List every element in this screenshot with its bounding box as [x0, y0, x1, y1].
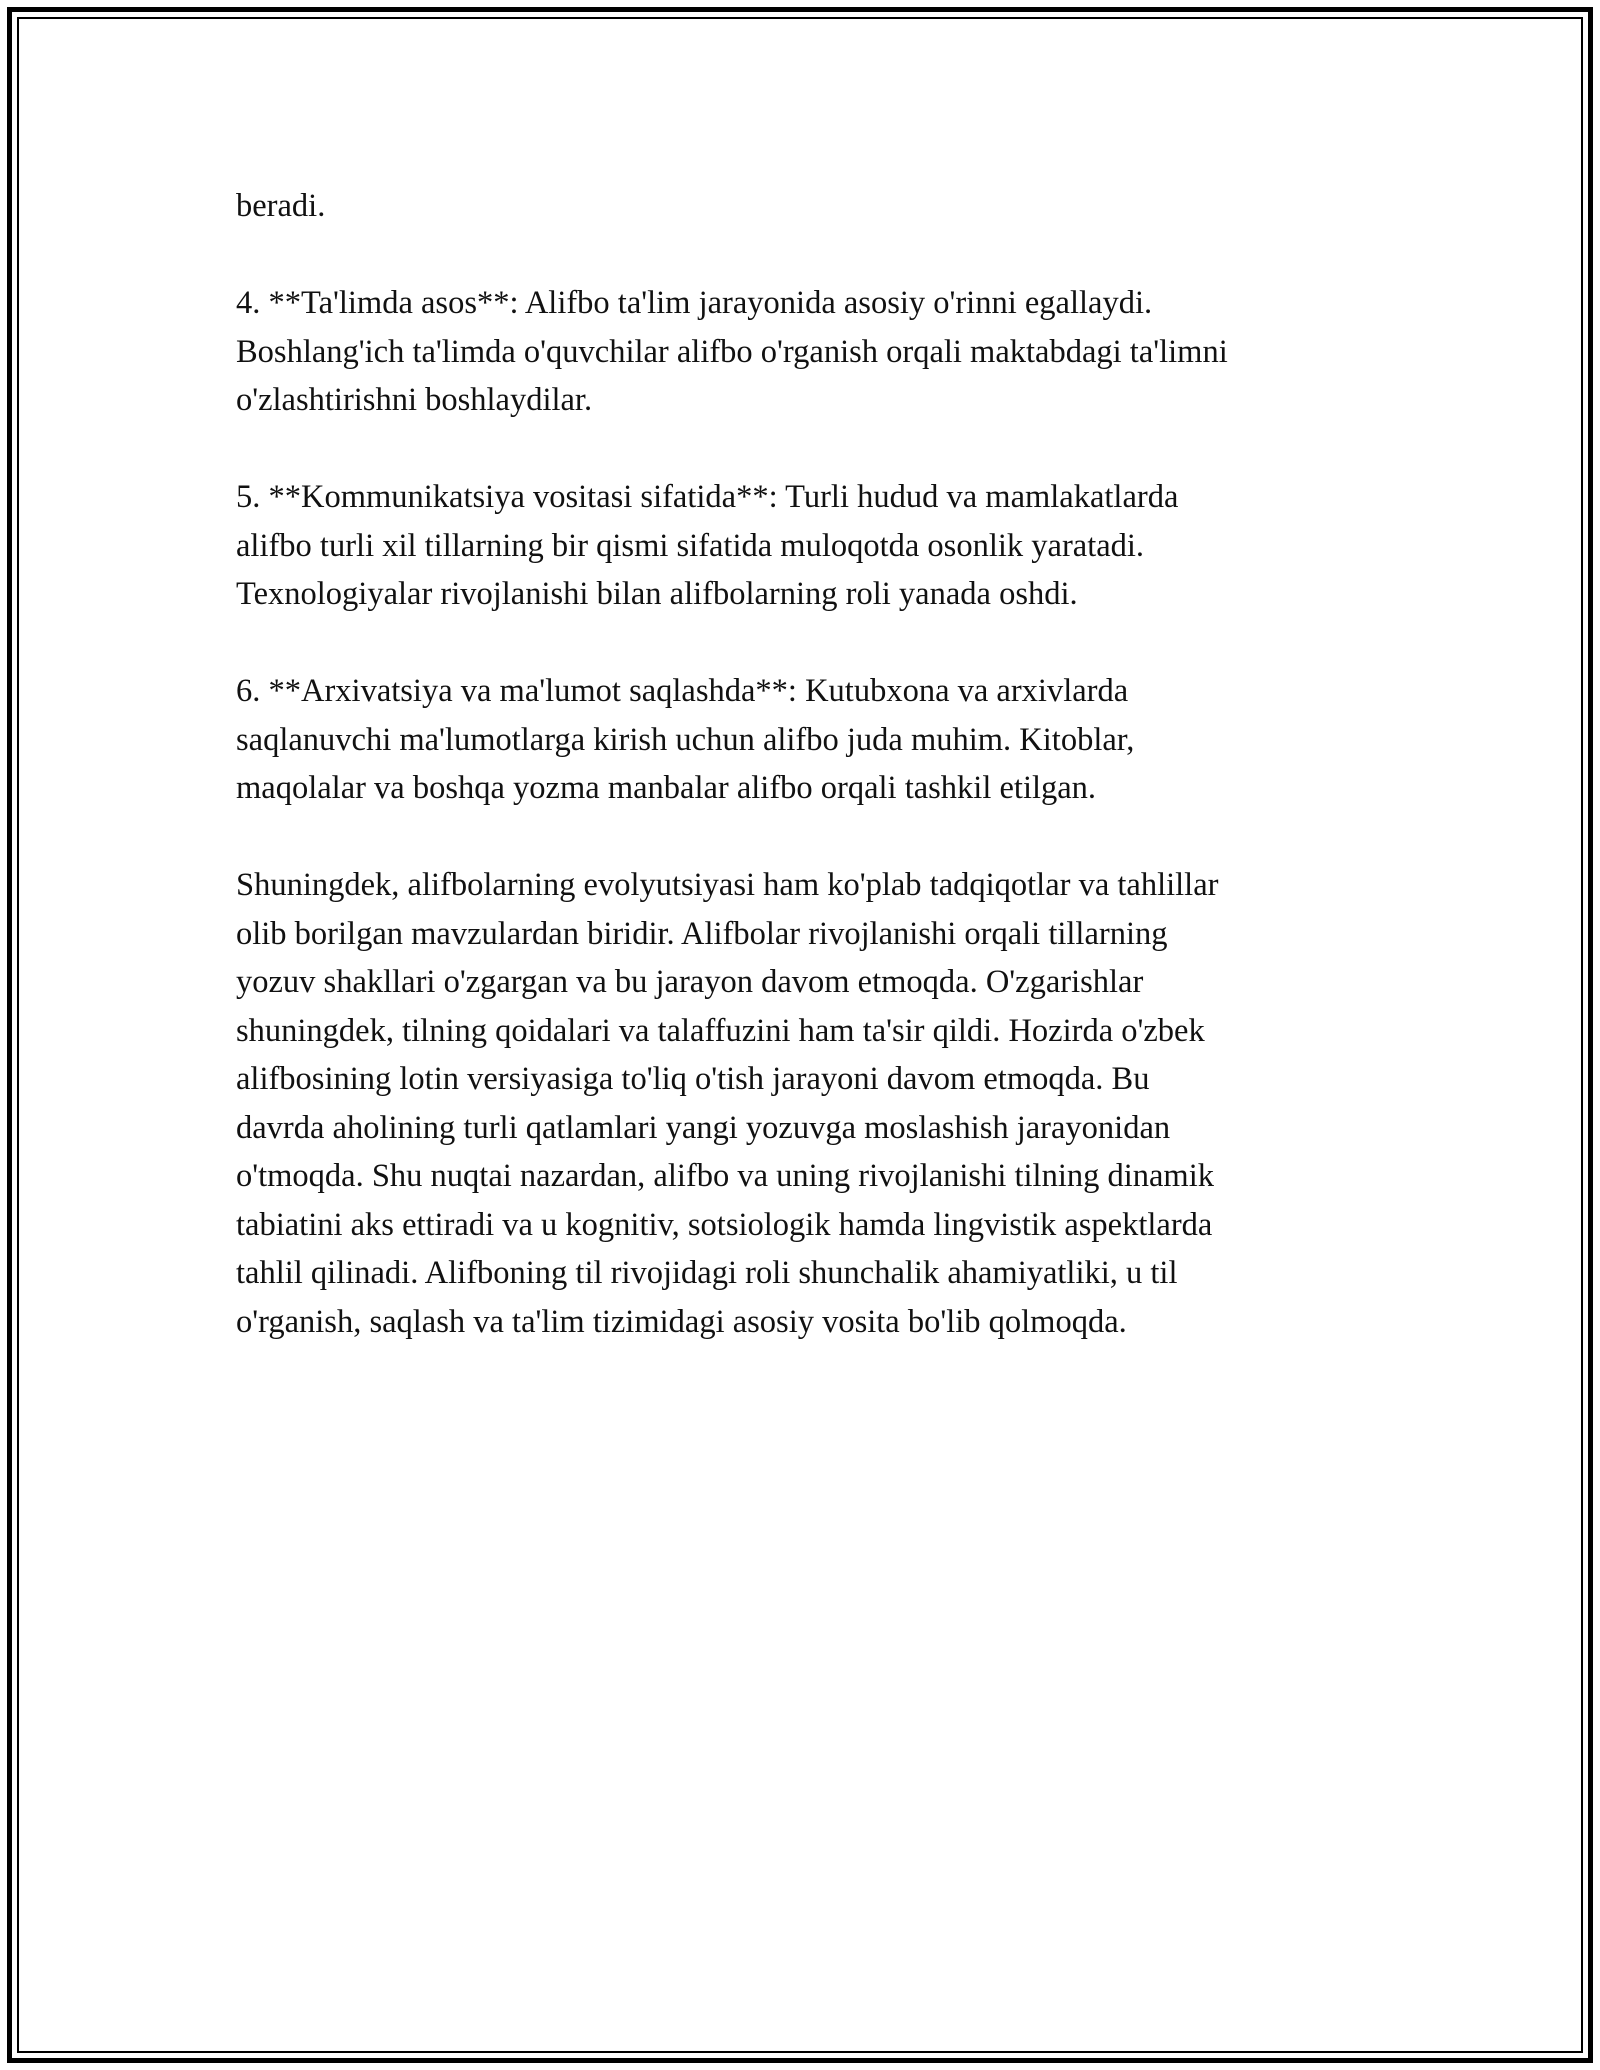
list-item-5: 5. **Kommunikatsiya vositasi sifatida**: Turli hudud va mamlakatlarda alifbo turli xil tillarning bir qismi sifatida muloqotda osonlik yaratadi. Texnologiyalar rivojlanishi bilan alifbolarning roli yanada oshdi.: [236, 479, 1179, 612]
list-item-6: 6. **Arxivatsiya va ma'lumot saqlashda**: Kutubxona va arxivlarda saqlanuvchi ma'lumotlarga kirish uchun alifbo juda muhim. Kitoblar, maqolalar va boshqa yozma manbalar alifbo orqali tashkil etilgan.: [236, 673, 1135, 806]
list-item-4: 4. **Ta'limda asos**: Alifbo ta'lim jarayonida asosiy o'rinni egallaydi. Boshlang'ich ta'limda o'quvchilar alifbo o'rganish orqali maktabdagi ta'limni o'zlashtirishni boshlaydilar.: [236, 285, 1228, 418]
paragraph-conclusion: Shuningdek, alifbolarning evolyutsiyasi ham ko'plab tadqiqotlar va tahlillar olib borilgan mavzulardan biridir. Alifbolar rivojlanishi orqali tillarning yozuv shakllari o'zgargan va bu jarayon davom etmoqda. O'zgarishlar shuningdek, tilning qoidalari va talaffuzini ham ta'sir qildi. Hozirda o'zbek alifbosining lotin versiyasiga to'liq o'tish jarayoni davom etmoqda. Bu davrda aholining turli qatlamlari yangi yozuvga moslashish jarayonidan o'tmoqda. Shu nuqtai nazardan, alifbo va uning rivojlanishi tilning dinamik tabiatini aks ettiradi va u kognitiv, sotsiologik hamda lingvistik aspektlarda tahlil qilinadi. Alifboning til rivojidagi roli shunchalik ahamiyatliki, u til o'rganish, saqlash va ta'lim tizimidagi asosiy vosita bo'lib qolmoqda.: [236, 867, 1219, 1340]
paragraph-continuation: beradi.: [236, 188, 326, 224]
document-body: [236, 182, 1356, 1395]
